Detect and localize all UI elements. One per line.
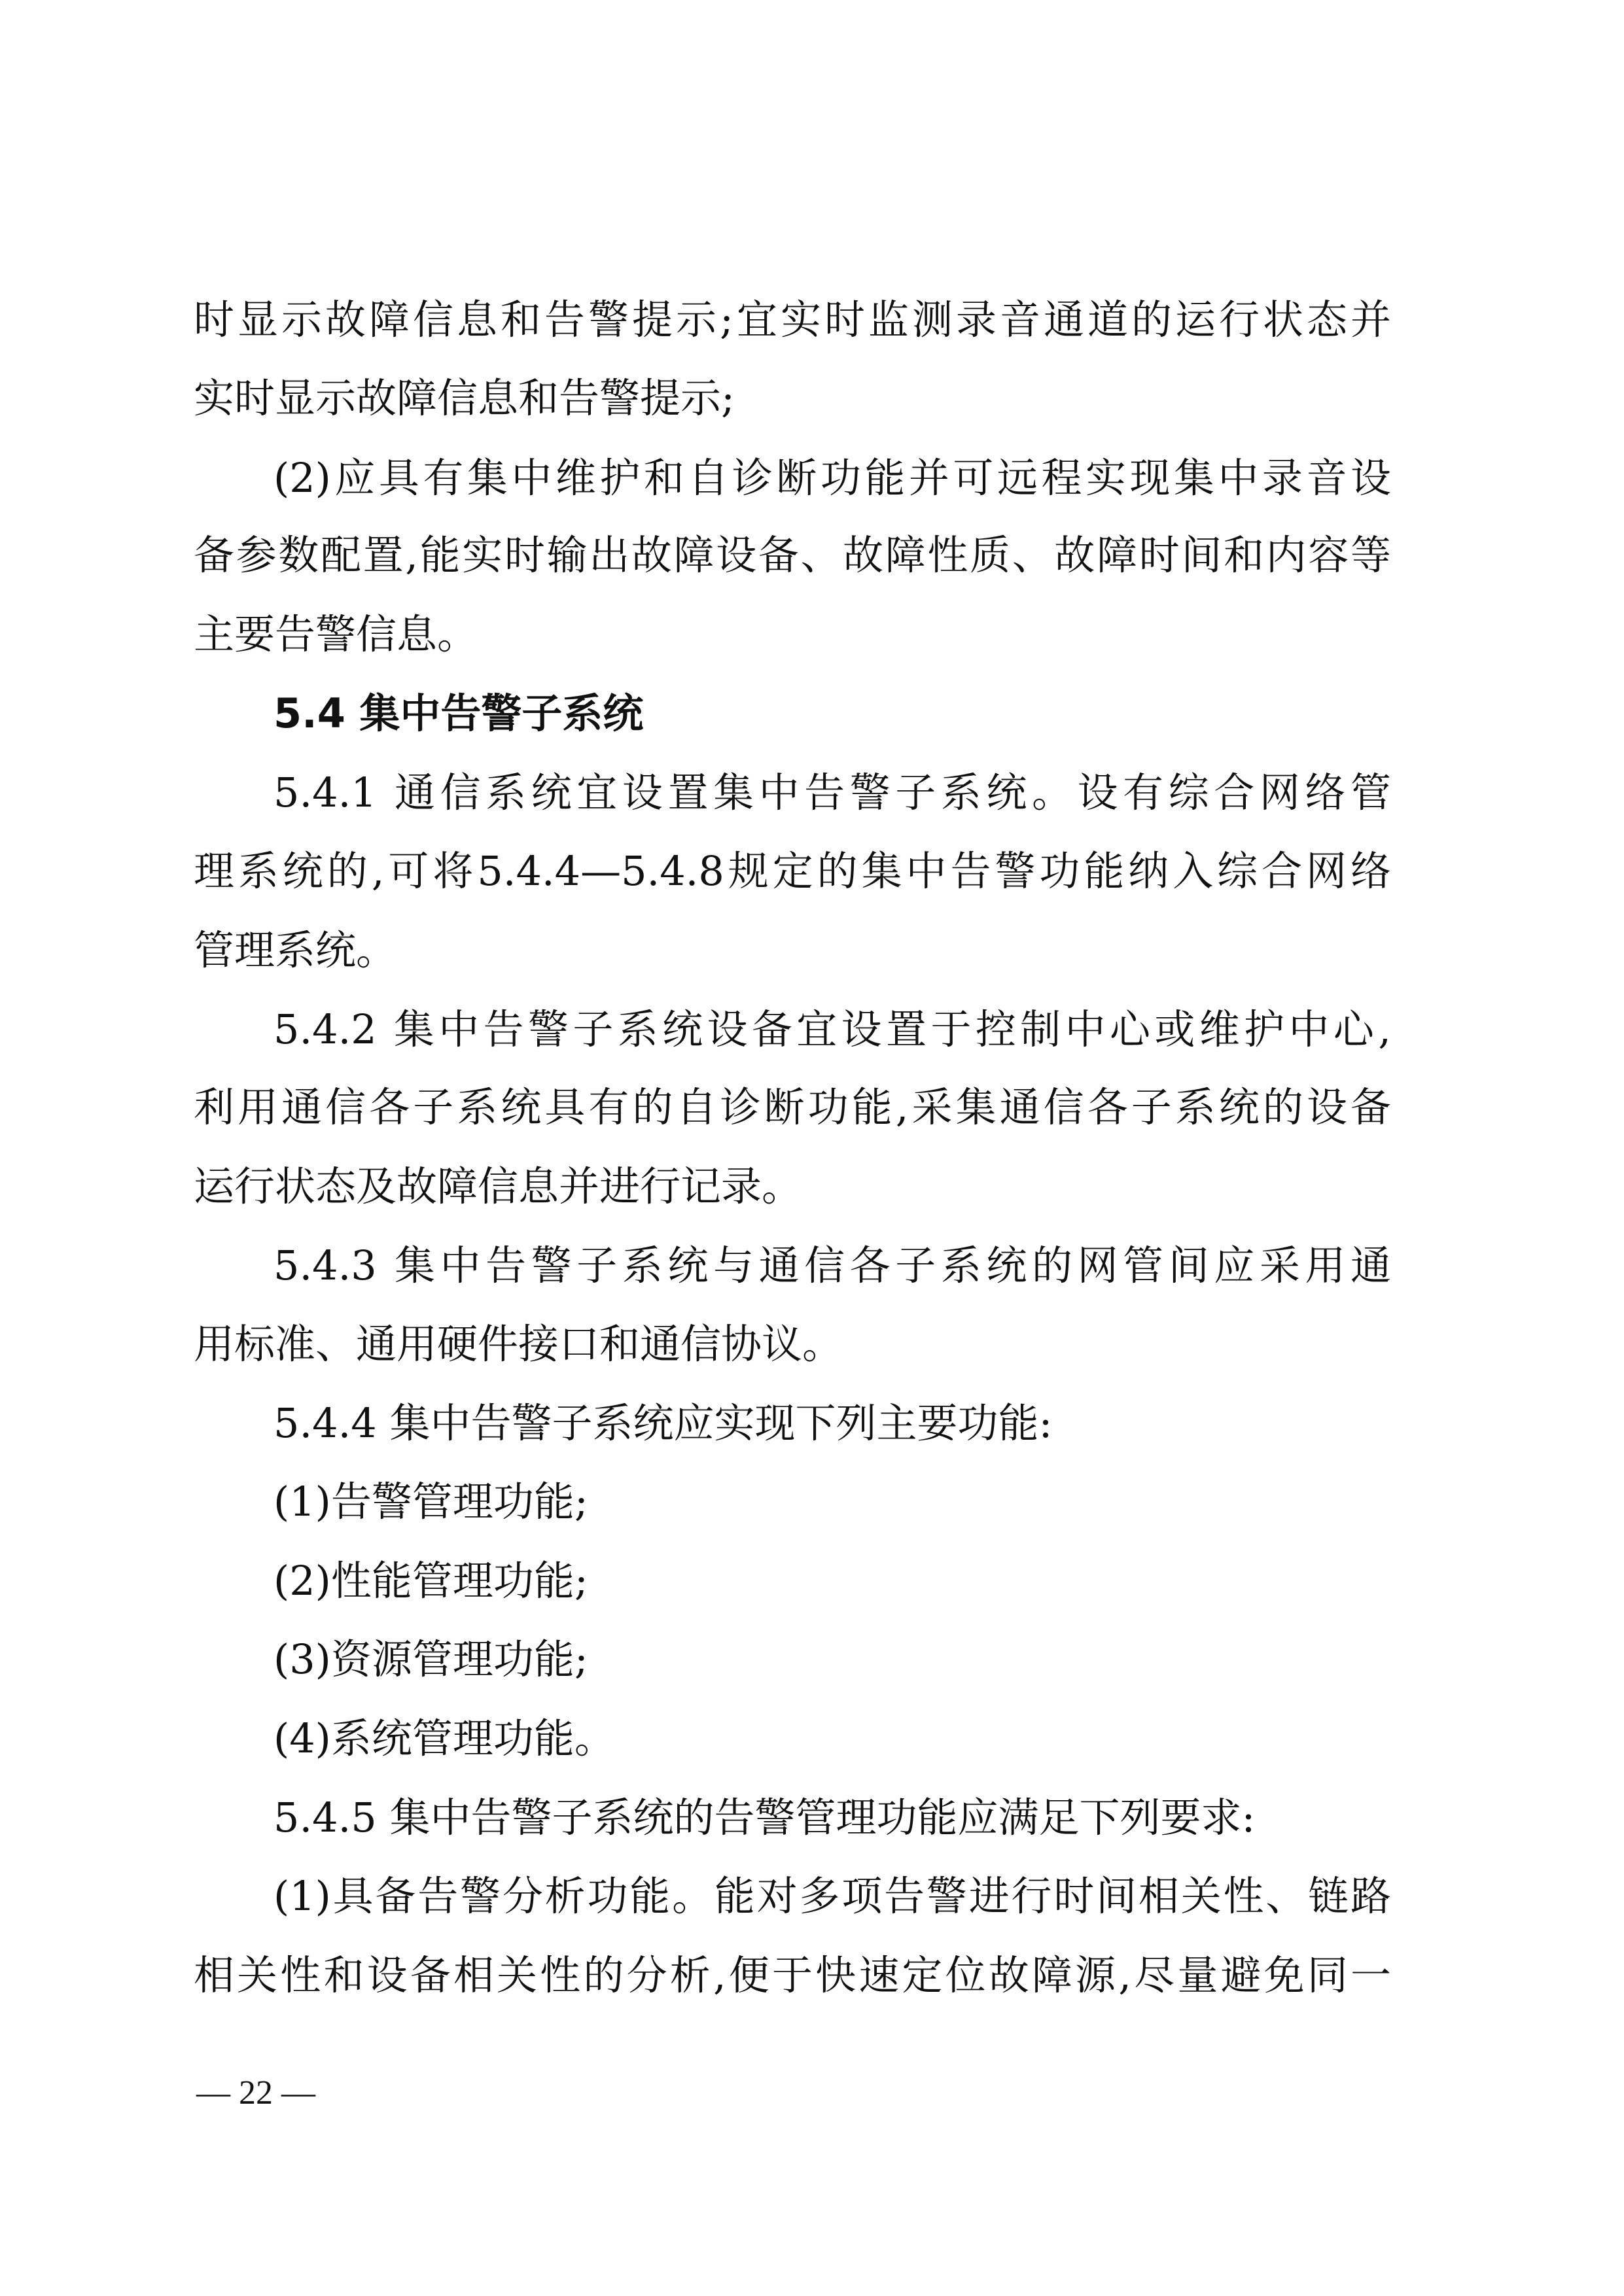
text-line: 相关性和设备相关性的分析,便于快速定位故障源,尽量避免同一 — [194, 1951, 1391, 1999]
text-line: 5.4.3 集中告警子系统与通信各子系统的网管间应采用通 — [274, 1242, 1391, 1289]
text-line: 管理系统。 — [194, 926, 397, 974]
list-item: (1)告警管理功能; — [274, 1478, 588, 1525]
text-line: 备参数配置,能实时输出故障设备、故障性质、故障时间和内容等 — [194, 531, 1391, 579]
text-line: 利用通信各子系统具有的自诊断功能,采集通信各子系统的设备 — [194, 1083, 1391, 1131]
text-line: 5.4.4 集中告警子系统应实现下列主要功能: — [274, 1399, 1053, 1447]
text-line: (1)具备告警分析功能。能对多项告警进行时间相关性、链路 — [274, 1872, 1391, 1920]
list-item: (2)性能管理功能; — [274, 1557, 588, 1605]
text-line: 运行状态及故障信息并进行记录。 — [194, 1162, 803, 1210]
list-item: (4)系统管理功能。 — [274, 1714, 615, 1762]
text-line: 主要告警信息。 — [194, 610, 478, 658]
text-line: 实时显示故障信息和告警提示; — [194, 374, 735, 422]
page-number: — 22 — — [196, 2074, 315, 2112]
text-line: 5.4.1 通信系统宜设置集中告警子系统。设有综合网络管 — [274, 769, 1391, 816]
text-line: 理系统的,可将5.4.4—5.4.8规定的集中告警功能纳入综合网络 — [194, 847, 1391, 895]
text-line: (2)应具有集中维护和自诊断功能并可远程实现集中录音设 — [274, 454, 1391, 502]
text-line: 用标准、通用硬件接口和通信协议。 — [194, 1320, 843, 1368]
text-line: 5.4.5 集中告警子系统的告警管理功能应满足下列要求: — [274, 1794, 1256, 1841]
list-item: (3)资源管理功能; — [274, 1635, 588, 1683]
section-heading: 5.4 集中告警子系统 — [274, 689, 644, 737]
text-line: 5.4.2 集中告警子系统设备宜设置于控制中心或维护中心, — [274, 1005, 1391, 1053]
text-line: 时显示故障信息和告警提示;宜实时监测录音通道的运行状态并 — [194, 296, 1391, 343]
